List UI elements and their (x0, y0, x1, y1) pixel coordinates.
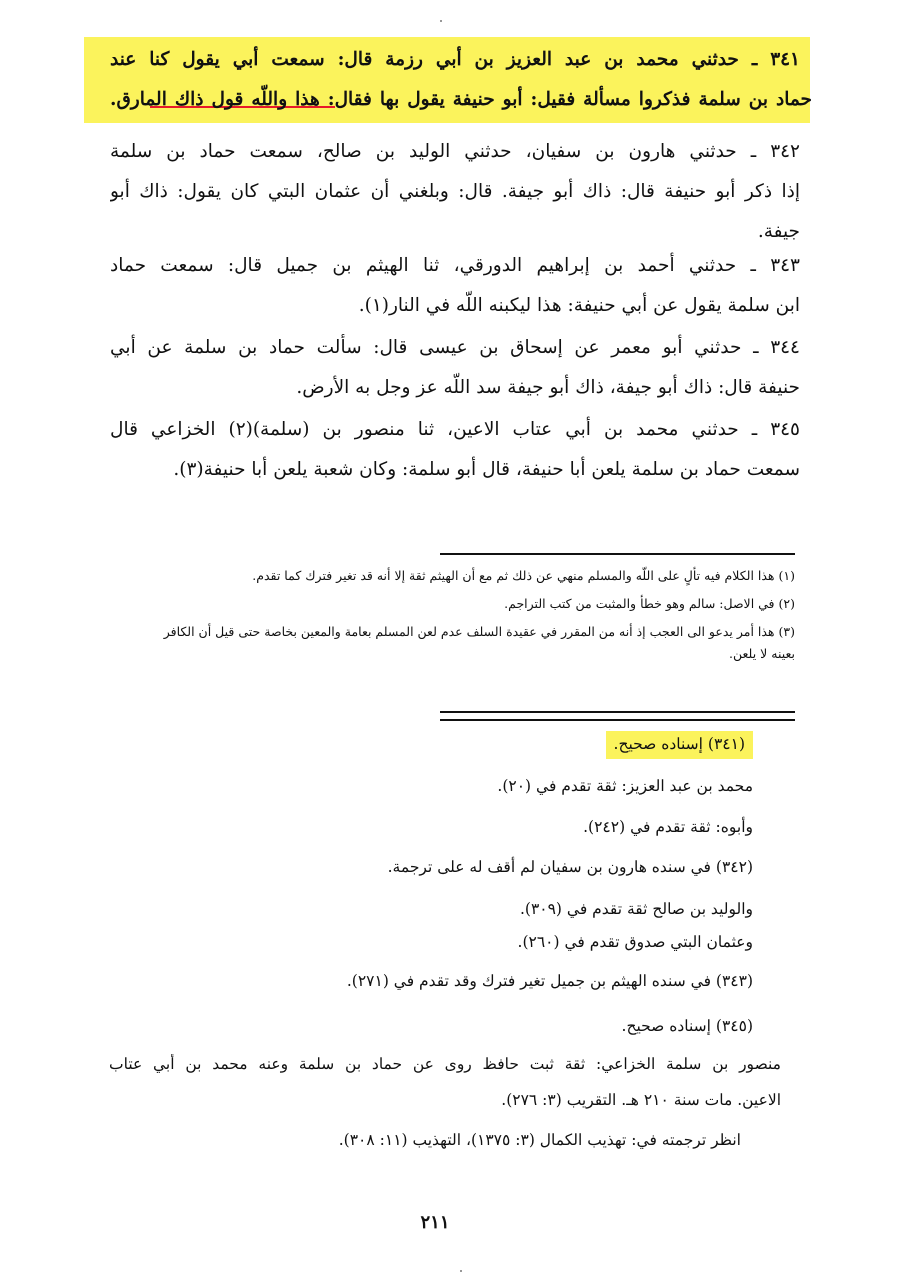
page-number: ٢١١ (420, 1212, 450, 1233)
commentary-line: منصور بن سلمة الخزاعي: ثقة ثبت حافظ روى عن حماد بن سلمة وعنه محمد بن أبي عتاب (109, 1055, 781, 1073)
commentary-rule-bottom (440, 719, 795, 721)
narration-line: حماد بن سلمة فذكروا مسألة فقيل: أبو حنيفة يقول بها فقال: هذا واللّه قول ذاك المارق. (110, 89, 812, 110)
narration-line: ٣٤٣ ـ حدثني أحمد بن إبراهيم الدورقي، ثنا الهيثم بن جميل قال: سمعت حماد (110, 255, 800, 276)
scan-speck (440, 20, 442, 22)
narration-line: جيفة. (757, 221, 800, 242)
footnote-2: (٢) في الاصل: سالم وهو خطأ والمثبت من كتب التراجم. (504, 596, 795, 611)
commentary-line: (٣٤٢) في سنده هارون بن سفيان لم أقف له على ترجمة. (387, 858, 753, 876)
narration-line: ٣٤٢ ـ حدثني هارون بن سفيان، حدثني الوليد بن صالح، سمعت حماد بن سلمة (110, 141, 800, 162)
narration-341 (110, 40, 812, 120)
commentary-line: (٣٤٣) في سنده الهيثم بن جميل تغير فترك وقد تقدم في (٢٧١). (346, 972, 753, 990)
footnote-1: (١) هذا الكلام فيه تألٍ على اللّه والمسلم منهي عن ذلك ثم مع أن الهيثم ثقة إلا أنه قد تغير فترك كما تقدم. (252, 568, 795, 583)
commentary-341 (606, 734, 753, 754)
narration-line: ابن سلمة يقول عن أبي حنيفة: هذا ليكبنه اللّه في النار(١). (358, 295, 800, 316)
commentary-line: والوليد بن صالح ثقة تقدم في (٣٠٩). (519, 900, 753, 918)
narration-line: ٣٤٤ ـ حدثني أبو معمر عن إسحاق بن عيسى قال: سألت حماد بن سلمة عن أبي (110, 337, 800, 358)
narration-345 (110, 410, 800, 490)
footnotes (95, 565, 795, 665)
scan-speck (460, 1270, 462, 1272)
commentary-line: انظر ترجمته في: تهذيب الكمال (٣: ١٣٧٥)، التهذيب (١١: ٣٠٨). (338, 1131, 741, 1149)
narration-line: إذا ذكر أبو حنيفة قال: ذاك أبو جيفة. قال: وبلغني أن عثمان البتي كان يقول: ذاك أبو (110, 181, 800, 202)
narration-line: ٣٤١ ـ حدثني محمد بن عبد العزيز بن أبي رزمة قال: سمعت أبي يقول كنا عند (110, 49, 800, 70)
narration-342 (110, 132, 800, 252)
commentary-line: (٣٤٥) إسناده صحيح. (621, 1017, 753, 1035)
commentary-highlight: (٣٤١) إسناده صحيح. (606, 731, 753, 759)
footnote-3-cont: بعينه لا يلعن. (729, 646, 795, 661)
narration-343 (110, 246, 800, 326)
footnote-separator (440, 553, 795, 555)
commentary-rule-top (440, 711, 795, 713)
narration-line: ٣٤٥ ـ حدثني محمد بن أبي عتاب الاعين، ثنا منصور بن (سلمة)(٢) الخزاعي قال (110, 419, 800, 440)
commentary-line: الاعين. مات سنة ٢١٠ هـ. التقريب (٣: ٢٧٦). (501, 1091, 781, 1109)
narration-line: حنيفة قال: ذاك أبو جيفة، ذاك أبو جيفة سد اللّه عز وجل به الأرض. (296, 377, 800, 398)
narration-line: سمعت حماد بن سلمة يلعن أبا حنيفة، قال أبو سلمة: وكان شعبة يلعن أبا حنيفة(٣). (173, 459, 800, 480)
footnote-3: (٣) هذا أمر يدعو الى العجب إذ أنه من المقرر في عقيدة السلف عدم لعن المسلم بعامة والمعين بخاصة حتى قيل أن الكافر (163, 624, 795, 639)
commentary-line: وأبوه: ثقة تقدم في (٢٤٢). (583, 818, 753, 836)
narration-344 (110, 328, 800, 408)
commentary-line: محمد بن عبد العزيز: ثقة تقدم في (٢٠). (497, 777, 753, 795)
commentary-line: وعثمان البتي صدوق تقدم في (٢٦٠). (517, 933, 753, 951)
